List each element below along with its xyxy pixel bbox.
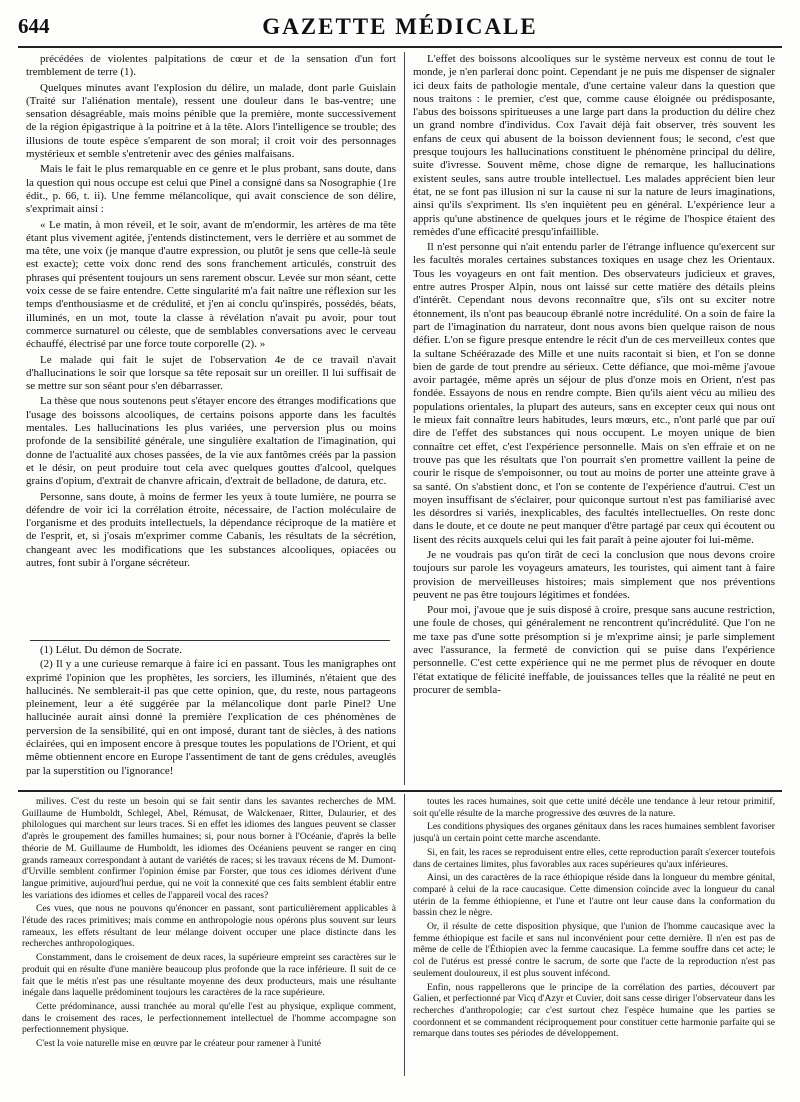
paragraph: Ainsi, un des caractères de la race éthiopique réside dans la longueur du membre génital, comparé à celui de la race caucasique. Cette dimension coïncide avec la longueur du canal utérin de la femme éthiopienne, et l'une et l'autre ont leur cause dans la conformation du bassin chez le nègre. — [413, 872, 775, 919]
paragraph: précédées de violentes palpitations de cœur et de la sensation d'un fort tremblement de terre (1). — [26, 53, 396, 79]
footnote: (1) Lélut. Du démon de Socrate. — [40, 644, 183, 656]
paragraph: Quelques minutes avant l'explosion du délire, un malade, dont parle Guislain (Traité sur l'aliénation mentale), ressent une douleur dans le bas-ventre; une sensation désagréable, mais moins pénible que la première, monte successivement de la région épigastrique à la poitrine et à la tête. Alors l'intelligence se trouble; des illusions de toute espèce s'emparent de son moral; il croit voir des personnages mystérieux et semble s'entretenir avec des génies malfaisans. — [26, 81, 396, 161]
paragraph: « Le matin, à mon réveil, et le soir, avant de m'endormir, les artères de ma tête étant plus vivement agitée, j'entends distinctement, vers le derrière et au sommet de ma tête, une voix (je manque d'autre expression, ou plutôt je sens que celle-là seule est exacte); cette voix donc rend des sons franchement articulés, construit des phrases qui présentent toujours un sens rarement obscur. Levée sur mon séant, cette voix cesse de se faire entendre. Cette singularité m'a fait naître une réflexion sur les temps d'enthousiasme et de crédulité, et j'en ai conclu qu'inspirés, possédés, béats, illuminés, en un mot, toute la classe à révélation n'avait pu avoir, pour tout commerce surnaturel ou céleste, que de semblables conversations avec le cerveau échauffé, électrisé par une force toute corporelle (2). » — [26, 218, 396, 351]
upper-right-column — [413, 53, 775, 785]
upper-left-column — [26, 53, 396, 635]
section-rule — [18, 790, 782, 792]
paragraph: Le malade qui fait le sujet de l'observation 4e de ce travail n'avait d'hallucinations le soir que lorsque sa tête reposait sur un oreiller. Il lui suffisait de se mettre sur son séant pour s'en débarrasser. — [26, 353, 396, 393]
footnotes — [26, 644, 396, 784]
page-number: 644 — [18, 14, 50, 38]
paragraph: Enfin, nous rappellerons que le principe de la corrélation des parties, découvert par Galien, et perfectionné par Vicq d'Azyr et Cuvier, doit sans cesse diriger l'observateur dans les recherches d'anthropologie; car c'est surtout chez l'espèce humaine que les parties se coordonnent et se commandent réciproquement pour constituer cette harmonie parfaite qui se remarque dans toutes ses périodes de développement. — [413, 981, 775, 1040]
paragraph: Or, il résulte de cette disposition physique, que l'union de l'homme caucasique avec la femme éthiopique est facile et sans nul inconvénient pour cette dernière. Il n'en est pas de même de celle de l'Éthiopien avec la femme caucasique. La femme souffre dans cet acte; le col de l'utérus est pressé contre le sacrum, de sorte que l'acte de la reproduction n'est pas seulement douloureux, il est plus souvent infécond. — [413, 921, 775, 979]
paragraph: Ces vues, que nous ne pouvons qu'énoncer en passant, sont particulièrement applicables à l'étude des races primitives; mais comme en anthropologie nous opérons plus souvent sur leurs rameaux, les effets résultant de leur mélange doivent occuper une place distincte dans les recherches anthropologiques. — [22, 903, 396, 950]
footnote: (2) Il y a une curieuse remarque à faire ici en passant. Tous les manigraphes ont exprimé l'opinion que les prophètes, les sorciers, les illuminés, n'étaient que des hallucinés. Ne semblerait-il pas que cette opinion, que, du reste, nous partageons pleinement, leur a été suggérée par la mélancolique dont parle Pinel? Une hallucinée aurait ainsi donné la première l'explication de ces phénomènes de perversion de la sensibilité, qui en ont imposé, durant tant de siècles, à des nations éclairées, qui en imposent encore à presque toutes les populations de l'Orient, et qui même obtiennent encore en Europe l'assentiment de tant de gens crédules, aveuglés par la superstition ou l'ignorance! — [26, 658, 396, 777]
footnote-rule — [30, 640, 390, 641]
lower-left-column — [22, 796, 396, 1076]
paragraph: Personne, sans doute, à moins de fermer les yeux à toute lumière, ne pourra se défendre de voir ici la corrélation étroite, nécessaire, de l'action moléculaire de l'organisme et des produits intellectuels, la dépendance réciproque de la matière et de l'esprit, et, si j'osais m'exprimer comme Cabanis, les résultats de la sécrétion, changeant avec les modifications que les substances alcooliques, opiacées ou autres, font subir à l'organe sécréteur. — [26, 490, 396, 569]
paragraph: La thèse que nous soutenons peut s'étayer encore des étranges modifications que l'usage des boissons alcooliques, de certains poisons apporte dans les facultés mentales. Les hallucinations les plus variées, une perversion plus ou moins profonde de la sensibilité générale, une singulière exaltation de l'imagination, qui donne de l'actualité aux choses passées, de la vie aux fantômes créés par la passion et le désir, on peut produire tout cela avec quelques gouttes d'alcool, quelques grains d'opium, d'extrait de chanvre africain, d'extrait de belladone, de datura, etc. — [26, 395, 396, 488]
paragraph: toutes les races humaines, soit que cette unité décèle une tendance à leur retour primitif, soit qu'elle résulte de la marche progressive des œuvres de la nature. — [413, 796, 775, 819]
paragraph: C'est la voie naturelle mise en œuvre par le créateur pour ramener à l'unité — [36, 1038, 322, 1050]
header-rule — [18, 46, 782, 48]
page-header — [18, 12, 782, 46]
paragraph: Cette prédominance, aussi tranchée au moral qu'elle l'est au physique, explique comment, dans le croisement des races, le perfectionnement intellectuel de l'homme accompagne son perfectionnement physique. — [22, 1000, 396, 1036]
paragraph: Il n'est personne qui n'ait entendu parler de l'étrange influence qu'exercent sur les facultés morales certaines substances toxiques en usage chez les Orientaux. Tous les voyageurs en ont fait mention. Des observateurs judicieux et graves, entre autres Prosper Alpin, nous ont laissé sur cette matière des détails pleins d'intérêt. Cependant nous devons reconnaître que, s'ils ont su exciter notre étonnement, ils n'ont pas beaucoup ébranlé notre incrédulité. On a soin de faire la part de l'imagination du narrateur, dont nous avons bien quelque raison de nous défier. L'on se figure presque entendre le récit d'un de ces merveilleux contes que la sultane Schéérazade des Mille et une nuits racontait si bien, et l'on se donne bien de garde de tout prendre au sérieux. Cette défiance, que moi-même j'avoue avoir partagée, même après un séjour de plus d'onze mois en Orient, n'est pas fondée. Essayons de nous en rendre compte. Bien qu'ils aient vécu au milieu des populations orientales, la plupart des auteurs, sans en excepter ceux qui nous ont le mieux fait connaître leurs habitudes, leurs mœurs, etc., n'ont parlé que par ouï dire de l'effet des substances qui nous occupent. Le moyen unique de bien connaître cet effet, c'est l'expérience personnelle. Mais on s'en effraie et on ne trouve pas que les résultats que l'on pourrait s'en promettre vaillent la peine de courir le risque de s'empoisonner, ou tout au moins de porter une atteinte grave à sa santé. On s'abstient donc, et l'on se contente de l'expérience d'autrui. C'est un moyen insuffisant de s'éclairer, pour quiconque surtout n'est pas familiarisé avec les désordres si variés, inexplicables, des facultés intellectuelles. On reste donc dans le doute, et ce doute ne peut manquer d'être partagé par ceux qui écoutent ou lisent des récits auxquels celui qui les fait paraît à peine ajouter foi lui-même. — [413, 241, 775, 546]
masthead-title: GAZETTE MÉDICALE — [262, 14, 538, 39]
paragraph: milives. C'est du reste un besoin qui se fait sentir dans les savantes recherches de MM. Guillaume de Humboldt, Schlegel, Abel, Rémusat, de Walckenaer, Ritter, Dulaurier, et des philologues qui marchent sur leurs traces. Si en effet les idiomes des langues peuvent se classer d'après le groupement des familles humaines; si, pour nous borner à l'Océanie, d'après la belle théorie de M. Guillaume de Humboldt, les idiomes des Océaniens peuvent se ranger en cinq grands rameaux correspondant à autant de variétés de races; si les travaux récens de M. Dumont-d'Urville semblent confirmer l'opinion émise par Forster, que tous ces idiomes dérivent d'une langue primitive, aujourd'hui perdue, qui ne voit la connexité que ces faits semblent établir entre les variations des idiomes et celles de l'appareil vocal des races? — [22, 796, 396, 901]
column-divider — [404, 794, 405, 1076]
paragraph: Mais le fait le plus remarquable en ce genre et le plus probant, sans doute, dans la question qui nous occupe est celui que Pinel a consigné dans sa Nosographie (1re édit., p. 66, t. ii). Une femme mélancolique, qui avait conscience de son délire, s'exprimait ainsi : — [26, 163, 396, 216]
paragraph: Je ne voudrais pas qu'on tirât de ceci la conclusion que nous devons croire toujours sur parole les voyageurs amateurs, les touristes, qui aiment tant à faire provision de merveilleuses histoires; mais simplement que nos préventions peuvent ne pas être toujours légitimes et fondées. — [413, 548, 775, 601]
paragraph: L'effet des boissons alcooliques sur le système nerveux est connu de tout le monde, je n'en parlerai donc point. Cependant je ne puis me dispenser de signaler ici deux faits de pathologie mentale, d'une certaine valeur dans la question que nous traitons : le premier, c'est que, comme cause éloignée ou prédisposante, l'abus des boissons spiritueuses a une large part dans la production du délire chez un grand nombre d'individus. Cox l'avait déjà fait observer, très souvent les enfans de ceux qui abusent de la boisson deviennent fous; le second, c'est que presque toujours les hallucinations constituent le phénomène principal du délire, suite d'ivresse. Souvent même, chose digne de remarque, les hallucinations existent seules, sans autre trouble intellectuel. Les malades apprécient bien leur état, ne se font pas illusion ni sur la cause ni sur la nature de leurs imaginations, ainsi qu'ils s'expriment. Ils s'en inquiètent peu en général. L'expérience leur a appris qu'une abstinence de quelques jours et le régime de l'hospice étaient des remèdes d'une efficacité presqu'infaillible. — [413, 53, 775, 238]
column-divider — [404, 52, 405, 785]
paragraph: Si, en fait, les races se reproduisent entre elles, cette reproduction paraît s'exercer toutefois dans de certaines limites, plus favorables aux races supérieures qu'aux inférieures. — [413, 846, 775, 870]
paragraph: Pour moi, j'avoue que je suis disposé à croire, presque sans aucune restriction, une foule de choses, qui généralement ne rencontrent qu'incrédulité. Que l'on ne me taxe pas d'une sotte présomption si je m'exprime ainsi; je parle simplement avec l'assurance, la fermeté de conviction qui se puise dans l'expérience personnelle. C'est cette expérience qui ne me permet plus de révoquer en doute l'état extatique de félicité ineffable, de jouissances telles que la réalité ne peut en procurer de sembla- — [413, 604, 775, 696]
paragraph: Les conditions physiques des organes génitaux dans les races humaines semblent favoriser jusqu'à un certain point cette marche ascendante. — [413, 821, 775, 845]
lower-right-column — [413, 796, 775, 1076]
paragraph: Constamment, dans le croisement de deux races, la supérieure empreint ses caractères sur le produit qui en résulte d'une manière beaucoup plus profonde que la race inférieure. Il suit de ce fait que le métis n'est pas une résultante moyenne des deux producteurs, mais une résultante inégale dans laquelle prédominent toujours les caractères de la race supérieure. — [22, 952, 396, 999]
